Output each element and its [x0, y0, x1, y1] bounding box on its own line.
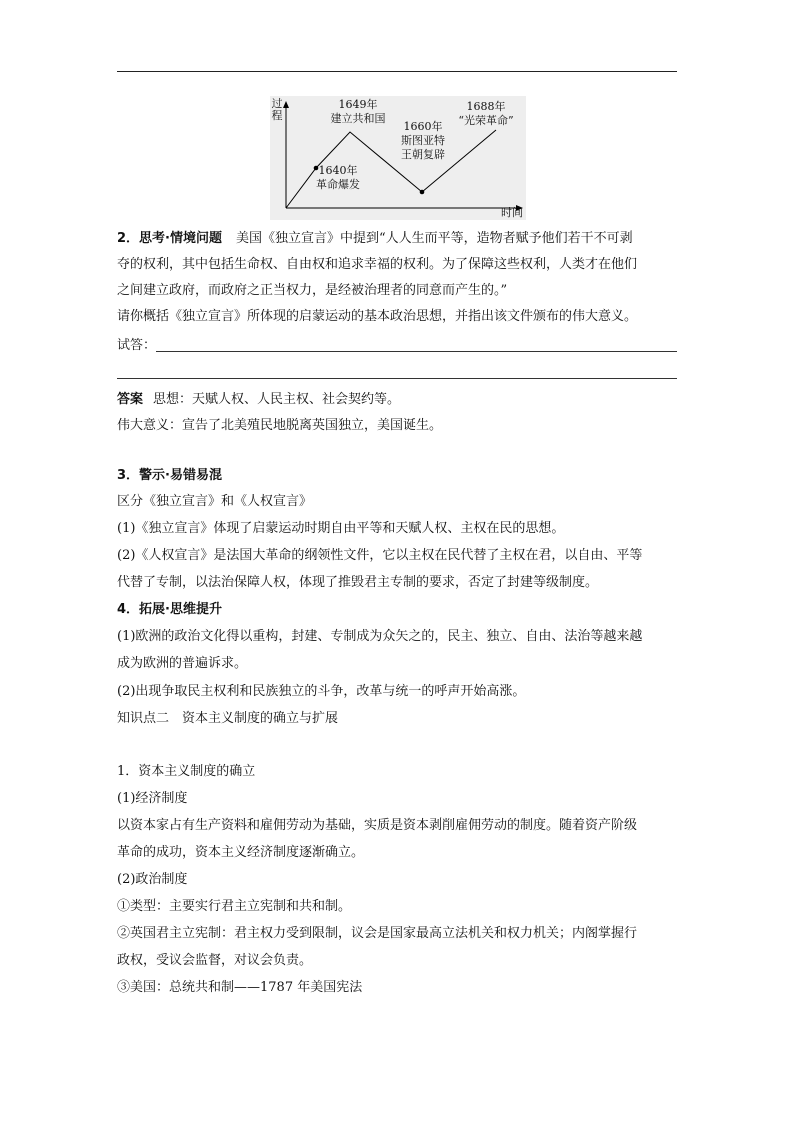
year-1649: 1649年	[338, 98, 378, 111]
label-1660	[396, 120, 450, 162]
section2-sub2: (2)政治制度	[117, 872, 188, 887]
answer-label: 答案	[117, 392, 144, 407]
section2-i4: ③美国：总统共和制——1787 年美国宪法	[117, 980, 363, 995]
label-1649	[326, 98, 390, 126]
q2-text1: 美国《独立宣言》中提到“人人生而平等，造物者赋予他们若干不可剥	[235, 231, 633, 246]
q4-line2: 成为欧洲的普遍诉求。	[117, 656, 248, 671]
event-1660-line2: 王朝复辟	[401, 148, 445, 161]
answer-line1	[117, 391, 400, 409]
label-1640	[310, 164, 366, 192]
section2-p2: 革命的成功，资本主义经济制度逐渐确立。	[117, 845, 365, 860]
section2-title: 知识点二 资本主义制度的确立与扩展	[117, 711, 339, 726]
section2-h1: 1．资本主义制度的确立	[117, 764, 256, 779]
section2-i1: ①类型：主要实行君主立宪制和共和制。	[117, 899, 352, 914]
q4-heading: 4．拓展·思维提升	[117, 602, 222, 617]
answer-text1: 思想：天赋人权、人民主权、社会契约等。	[153, 392, 401, 407]
q2-line3: 之间建立政府，而政府之正当权力，是经被治理者的同意而产生的。”	[117, 283, 508, 298]
point-1660	[420, 190, 425, 195]
q3-line2: (1)《独立宣言》体现了启蒙运动时期自由平等和天赋人权、主权在民的思想。	[117, 521, 565, 536]
event-1640: 革命爆发	[316, 178, 360, 191]
answer-blank-2[interactable]	[117, 378, 677, 379]
q3-line1: 区分《独立宣言》和《人权宣言》	[117, 494, 313, 509]
header-rule	[117, 71, 677, 72]
label-1688	[448, 100, 524, 128]
q2-line4: 请你概括《独立宣言》所体现的启蒙运动的基本政治思想，并指出该文件颁布的伟大意义。	[117, 309, 638, 324]
event-1649: 建立共和国	[330, 112, 386, 125]
answer-blank-1[interactable]	[156, 351, 677, 352]
year-1660: 1660年	[403, 120, 443, 133]
x-axis-label: 时间	[501, 206, 523, 219]
section2-i2: ②英国君主立宪制：君主权力受到限制，议会是国家最高立法机关和权力机关；内阁掌握行	[117, 926, 638, 941]
q3-heading: 3．警示·易错易混	[117, 468, 222, 483]
section2-sub1: (1)经济制度	[117, 791, 188, 806]
section2-i3: 政权，受议会监督，对议会负责。	[117, 953, 313, 968]
timeline-diagram	[270, 96, 526, 220]
q4-line1: (1)欧洲的政治文化得以重构，封建、专制成为众矢之的，民主、独立、自由、法治等越来越	[117, 629, 643, 644]
year-1688: 1688年	[466, 100, 506, 113]
event-1660-line1: 斯图亚特	[401, 134, 445, 147]
q2-line1	[117, 230, 633, 248]
q3-line4: 代替了专制，以法治保障人权，体现了推毁君主专制的要求，否定了封建等级制度。	[117, 575, 599, 590]
year-1640: 1640年	[318, 164, 358, 177]
answer-prompt: 试答：	[117, 338, 157, 353]
q2-heading: 2．思考·情境问题	[117, 231, 222, 246]
q4-line3: (2)出现争取民主权利和民族独立的斗争，改革与统一的呼声开始高涨。	[117, 684, 526, 699]
answer-line2: 伟大意义：宣告了北美殖民地脱离英国独立，美国诞生。	[117, 418, 443, 433]
q3-line3: (2)《人权宣言》是法国大革命的纲领性文件，它以主权在民代替了主权在君，以自由、平等	[117, 548, 643, 563]
section2-p1: 以资本家占有生产资料和雇佣劳动为基础，实质是资本剥削雇佣劳动的制度。随着资产阶级	[117, 818, 638, 833]
event-1688: “光荣革命”	[458, 114, 514, 127]
y-axis-label: 过程	[271, 97, 283, 122]
q2-line2: 夺的权利，其中包括生命权、自由权和追求幸福的权利。为了保障这些权利，人类才在他们	[117, 257, 638, 272]
